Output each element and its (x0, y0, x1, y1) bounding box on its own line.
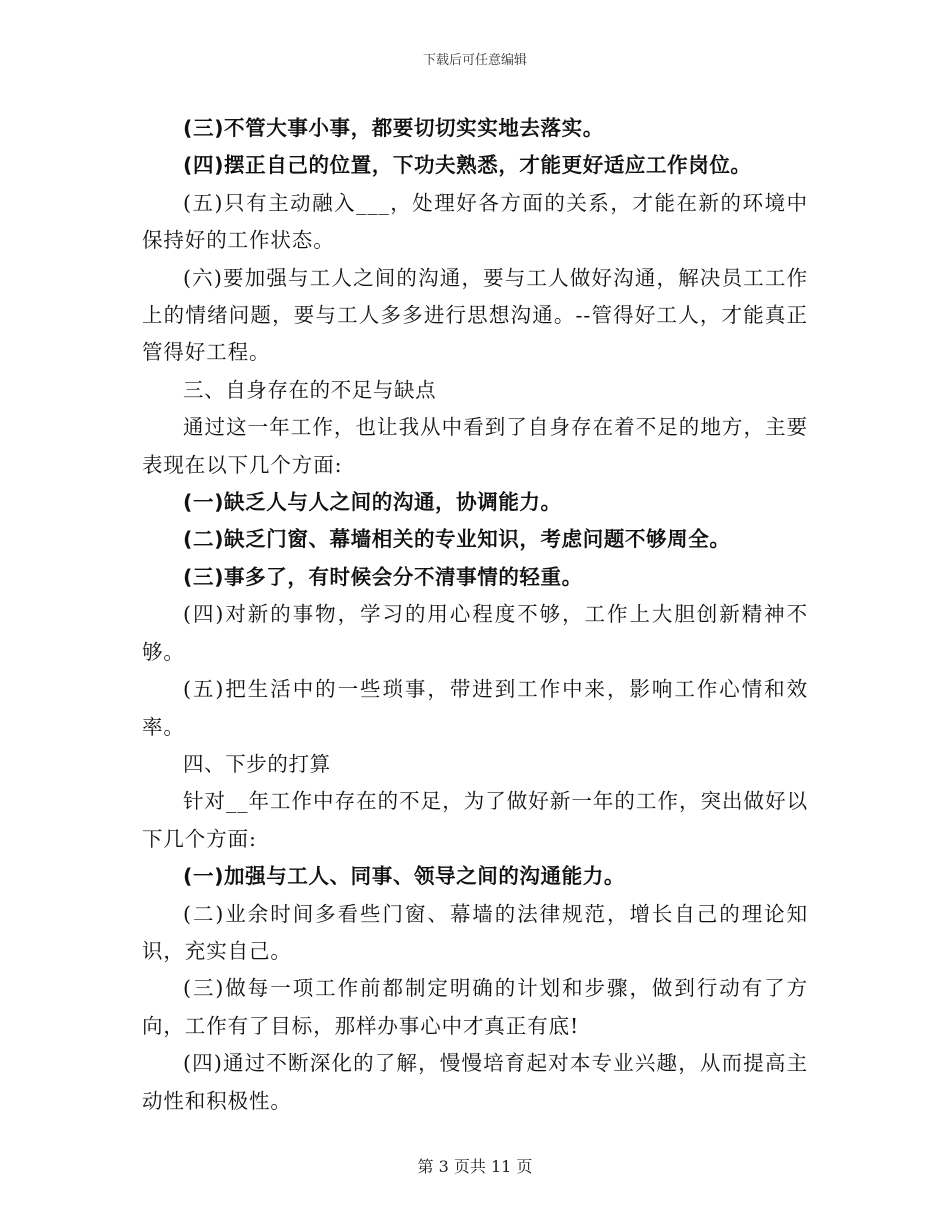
paragraph: (三)事多了，有时候会分不清事情的轻重。 (183, 564, 583, 589)
paragraph: (一)缺乏人与人之间的沟通，协调能力。 (183, 490, 562, 515)
section-heading: 四、下步的打算 (183, 751, 331, 776)
paragraph: (四)对新的事物，学习的用心程度不够，工作上大胆创新精神不够。 (142, 602, 809, 664)
paragraph: (五)把生活中的一些琐事，带进到工作中来，影响工作心情和效率。 (142, 677, 809, 739)
document-body (142, 110, 808, 1120)
paragraph: (一)加强与工人、同事、领导之间的沟通能力。 (183, 864, 625, 889)
paragraph: 通过这一年工作，也让我从中看到了自身存在着不足的地方，主要表现在以下几个方面: (142, 415, 808, 477)
paragraph: (三)不管大事小事，都要切切实实地去落实。 (183, 116, 604, 140)
page-header-note: 下载后可任意编辑 (422, 53, 527, 68)
paragraph: (二)缺乏门窗、幕墙相关的专业知识，考虑问题不够周全。 (183, 527, 731, 552)
paragraph: (五)只有主动融入___，处理好各方面的关系，才能在新的环境中保持好的工作状态。 (142, 190, 808, 253)
page-number: 第 3 页共 11 页 (417, 1157, 533, 1176)
paragraph: (四)摆正自己的位置，下功夫熟悉，才能更好适应工作岗位。 (183, 153, 752, 178)
section-heading: 三、自身存在的不足与缺点 (183, 377, 437, 402)
paragraph: (四)通过不断深化的了解，慢慢培育起对本专业兴趣，从而提高主动性和积极性。 (142, 1051, 808, 1113)
paragraph: (六)要加强与工人之间的沟通，要与工人做好沟通，解决员工工作上的情绪问题，要与工人多多进行思想沟通。--管得好工人，才能真正管得好工程。 (142, 265, 808, 365)
paragraph: (三)做每一项工作前都制定明确的计划和步骤，做到行动有了方向，工作有了目标，那样办事心中才真正有底! (142, 976, 809, 1038)
paragraph: 针对__年工作中存在的不足，为了做好新一年的工作，突出做好以下几个方面: (142, 789, 808, 851)
paragraph: (二)业余时间多看些门窗、幕墙的法律规范，增长自己的理论知识，充实自己。 (142, 901, 809, 963)
